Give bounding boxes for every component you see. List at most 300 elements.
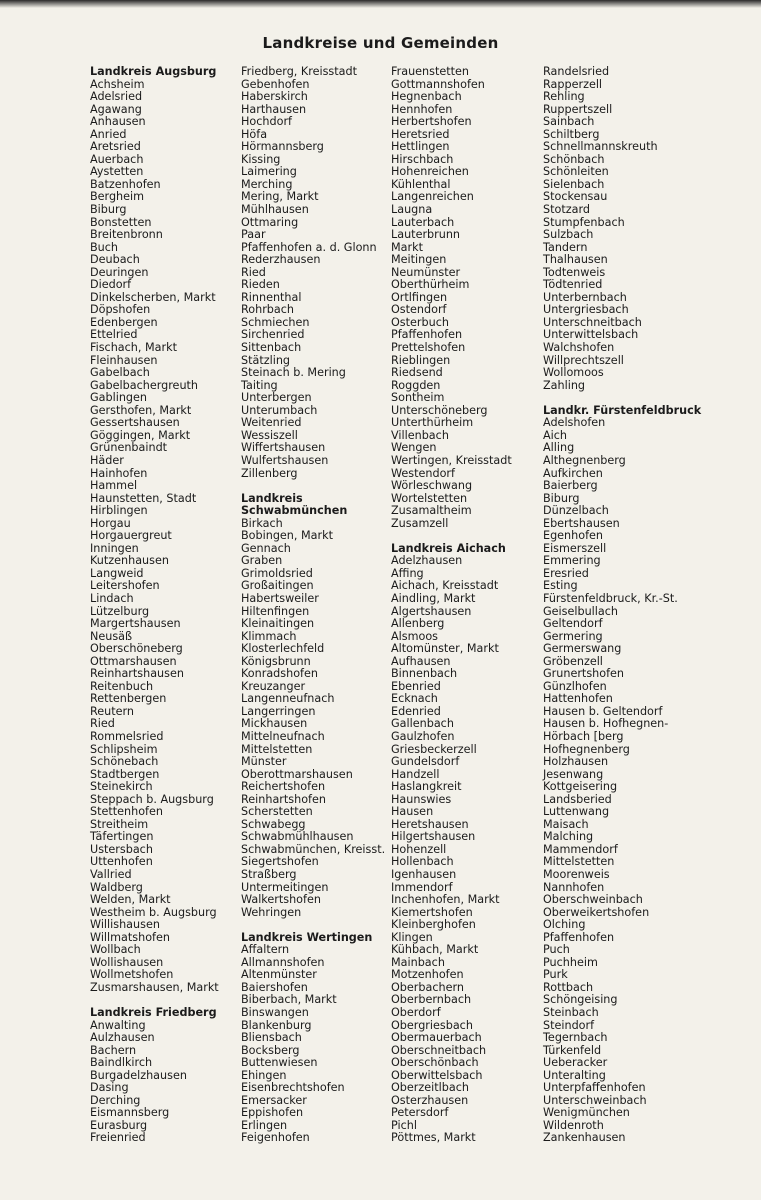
column-3 — [391, 66, 512, 1145]
place-name: Rottbach — [543, 980, 594, 994]
place-name: Sielenbach — [543, 177, 605, 191]
place-name: Rinnenthal — [241, 290, 302, 304]
place-name: Dinkelscherben, Markt — [90, 290, 216, 304]
place-name: Pfaffenhofen — [543, 930, 615, 944]
place-name: Unterthürheim — [391, 416, 474, 430]
place-name: Lauterbach — [391, 215, 455, 229]
column-4 — [543, 66, 701, 1145]
place-name: Osterbuch — [391, 315, 449, 329]
place-name: Unterwittelsbach — [543, 328, 639, 342]
place-name: Hettlingen — [391, 140, 450, 154]
place-name: Mickhausen — [241, 717, 308, 731]
place-name: Luttenwang — [543, 805, 610, 819]
place-name: Allmannshofen — [241, 955, 325, 969]
place-name: Zusamaltheim — [391, 504, 472, 518]
place-name: Biberbach, Markt — [241, 993, 337, 1007]
place-name: Ettelried — [90, 328, 138, 342]
place-name: Anried — [90, 127, 127, 141]
place-name: Harthausen — [241, 102, 307, 116]
place-name: Meitingen — [391, 253, 447, 267]
place-name: Schnellmannskreuth — [543, 140, 658, 154]
place-name: Maisach — [543, 817, 589, 831]
place-name: Ebertshausen — [543, 516, 620, 530]
place-name: Adelshofen — [543, 416, 606, 430]
place-name: Fischach, Markt — [90, 341, 177, 355]
place-name: Buch — [90, 240, 119, 254]
place-name: Langweid — [90, 566, 144, 580]
place-name: Rieden — [241, 278, 280, 292]
place-name: Gröbenzell — [543, 654, 603, 668]
district-heading: Landkreis Augsburg — [90, 65, 217, 78]
place-name: Stätzling — [241, 353, 291, 367]
place-name: Hausen b. Geltendorf — [543, 704, 663, 718]
place-name: Biburg — [543, 491, 580, 505]
place-name: Villenbach — [391, 428, 449, 442]
place-name: Pöttmes, Markt — [391, 1131, 476, 1145]
place-name: Pfaffenhofen — [391, 328, 463, 342]
place-name: Unterschneitbach — [543, 315, 642, 329]
place-name: Wollomoos — [543, 366, 604, 380]
place-name: Gottmannshofen — [391, 77, 485, 91]
place-name: Buttenwiesen — [241, 1056, 318, 1070]
place-name: Oberschöneberg — [90, 642, 183, 656]
place-name: Ueberacker — [543, 1056, 608, 1070]
place-name: Lindach — [90, 591, 134, 605]
place-name: Oberschweinbach — [543, 893, 643, 907]
place-name: Stockensau — [543, 190, 608, 204]
place-name: Fürstenfeldbruck, Kr.-St. — [543, 591, 678, 605]
place-name: Ostendorf — [391, 303, 447, 317]
place-name: Auerbach — [90, 152, 144, 166]
place-name: Zankenhausen — [543, 1131, 626, 1145]
place-name: Rieblingen — [391, 353, 451, 367]
place-name: Hausen b. Hofhegnen- — [543, 717, 669, 731]
place-name: Altenmünster — [241, 968, 317, 982]
place-name: Graben — [241, 554, 283, 568]
section-spacer — [391, 530, 512, 543]
place-name: Höfa — [241, 127, 268, 141]
place-name: Siegertshofen — [241, 855, 319, 869]
place-name: Binswangen — [241, 1006, 309, 1020]
place-name: Haunswies — [391, 792, 452, 806]
place-name: Kleinaitingen — [241, 617, 315, 631]
place-name: Aufkirchen — [543, 466, 603, 480]
place-name: Edenbergen — [90, 315, 158, 329]
place-name: Zillenberg — [241, 466, 298, 480]
place-name: Klingen — [391, 930, 433, 944]
place-name: Oberbernbach — [391, 993, 472, 1007]
place-name: Ottmaring — [241, 215, 299, 229]
place-name: Reichertshofen — [241, 780, 326, 794]
place-name: Birkach — [241, 516, 283, 530]
place-name: Unterschöneberg — [391, 403, 488, 417]
place-name: Häder — [90, 453, 124, 467]
place-name: Steinbach — [543, 1006, 599, 1020]
place-name: Ottmarshausen — [90, 654, 177, 668]
place-name: Heretsried — [391, 127, 450, 141]
place-name: Edenried — [391, 704, 441, 718]
place-name: Obermauerbach — [391, 1031, 482, 1045]
place-name: Allenberg — [391, 617, 445, 631]
place-name: Konradshofen — [241, 667, 318, 681]
place-name: Eismerszell — [543, 541, 607, 555]
place-name: Königsbrunn — [241, 654, 311, 668]
section-spacer — [241, 480, 385, 493]
place-name: Gabelbach — [90, 366, 150, 380]
place-name: Margertshausen — [90, 617, 181, 631]
place-name: Schwabmühlhausen — [241, 830, 354, 844]
place-name: Gennach — [241, 541, 291, 555]
place-name: Stumpfenbach — [543, 215, 625, 229]
place-name: Blankenburg — [241, 1018, 312, 1032]
place-name: Puch — [543, 943, 570, 957]
place-name: Aich — [543, 428, 568, 442]
place-name: Haunstetten, Stadt — [90, 491, 197, 505]
place-name: Mittelstetten — [543, 855, 615, 869]
place-name: Hegnenbach — [391, 90, 462, 104]
place-name: Inningen — [90, 541, 139, 555]
place-name: Reinhartshausen — [90, 667, 184, 681]
place-name: Ebenried — [391, 679, 441, 693]
place-name: Ruppertszell — [543, 102, 613, 116]
place-name: Kleinberghofen — [391, 918, 476, 932]
place-name: Feigenhofen — [241, 1131, 310, 1145]
place-name: Tödtenried — [543, 278, 603, 292]
place-name: Aindling, Markt — [391, 591, 476, 605]
place-name: Grimoldsried — [241, 566, 313, 580]
place-name: Oberschönbach — [391, 1056, 479, 1070]
place-name: Bliensbach — [241, 1031, 302, 1045]
place-name: Hörbach [berg — [543, 729, 624, 743]
place-name: Wortelstetten — [391, 491, 468, 505]
place-name: Pfaffenhofen a. d. Glonn — [241, 240, 377, 254]
place-name: Unterbernbach — [543, 290, 627, 304]
place-name: Gersthofen, Markt — [90, 403, 192, 417]
place-name: Jesenwang — [543, 767, 604, 781]
place-name: Aichach, Kreisstadt — [391, 579, 499, 593]
place-name: Hiltenfingen — [241, 604, 310, 618]
place-name: Adelzhausen — [391, 554, 463, 568]
place-name: Wulfertshausen — [241, 453, 329, 467]
place-name: Gallenbach — [391, 717, 454, 731]
place-name: Schöngeising — [543, 993, 618, 1007]
place-name: Hilgertshausen — [391, 830, 476, 844]
place-name: Welden, Markt — [90, 893, 171, 907]
place-name: Bonstetten — [90, 215, 152, 229]
place-name: Westendorf — [391, 466, 455, 480]
place-name: Wertingen, Kreisstadt — [391, 453, 512, 467]
place-name: Kottgeisering — [543, 780, 618, 794]
place-name: Taiting — [241, 378, 278, 392]
place-name: Langenneufnach — [241, 692, 335, 706]
place-name: Reinhartshofen — [241, 792, 326, 806]
place-name: Bachern — [90, 1043, 137, 1057]
place-name: Anwalting — [90, 1018, 146, 1032]
place-name: Grünenbaindt — [90, 441, 168, 455]
place-name: Osterzhausen — [391, 1093, 469, 1107]
place-name: Anhausen — [90, 115, 146, 129]
place-name: Todtenweis — [543, 265, 606, 279]
place-name: Habertsweiler — [241, 591, 319, 605]
district-heading: Landkreis Aichach — [391, 541, 506, 555]
place-name: Merching — [241, 177, 293, 191]
place-name: Horgau — [90, 516, 131, 530]
place-name: Bocksberg — [241, 1043, 300, 1057]
place-name: Biburg — [90, 203, 127, 217]
place-name: Breitenbronn — [90, 228, 163, 242]
place-name: Rommelsried — [90, 729, 164, 743]
place-name: Rapperzell — [543, 77, 603, 91]
place-name: Hausen — [391, 805, 434, 819]
section-spacer — [241, 919, 385, 932]
place-name: Wiffertshausen — [241, 441, 326, 455]
place-name: Petersdorf — [391, 1106, 449, 1120]
place-name: Hainhofen — [90, 466, 148, 480]
page-top-edge — [0, 0, 761, 8]
place-name: Sirchenried — [241, 328, 305, 342]
place-name: Stadtbergen — [90, 767, 160, 781]
place-name: Steindorf — [543, 1018, 595, 1032]
place-name: Immendorf — [391, 880, 453, 894]
place-name: Tegernbach — [543, 1031, 608, 1045]
place-name: Gebenhofen — [241, 77, 310, 91]
place-name: Uttenhofen — [90, 855, 153, 869]
place-name: Kissing — [241, 152, 281, 166]
place-name: Gaulzhofen — [391, 729, 455, 743]
place-name: Haslangkreit — [391, 780, 462, 794]
place-name: Untermeitingen — [241, 880, 329, 894]
place-name: Schönbach — [543, 152, 605, 166]
place-name: Ried — [90, 717, 115, 731]
column-2 — [241, 66, 385, 1145]
place-name: Gessertshausen — [90, 416, 180, 430]
place-name: Westheim b. Augsburg — [90, 905, 217, 919]
place-name: Kreuzanger — [241, 679, 306, 693]
place-name: Algertshausen — [391, 604, 472, 618]
place-name: Weitenried — [241, 416, 302, 430]
place-name: Dünzelbach — [543, 504, 609, 518]
place-name: Steinekirch — [90, 780, 153, 794]
place-name: Prettelshofen — [391, 341, 466, 355]
place-name: Germerswang — [543, 642, 622, 656]
place-name: Schmiechen — [241, 315, 310, 329]
place-name: Neumünster — [391, 265, 461, 279]
place-name: Affing — [391, 566, 424, 580]
place-name: Deuringen — [90, 265, 149, 279]
place-name: Lauterbrunn — [391, 228, 461, 242]
place-name: Reitenbuch — [90, 679, 154, 693]
place-name: Unterumbach — [241, 403, 318, 417]
place-name: Wollishausen — [90, 955, 164, 969]
district-heading: Schwabmünchen — [241, 504, 348, 518]
place-name: Täfertingen — [90, 830, 154, 844]
place-name: Gundelsdorf — [391, 755, 460, 769]
place-name: Leitershofen — [90, 579, 160, 593]
place-name: Frauenstetten — [391, 65, 469, 78]
place-name: Eppishofen — [241, 1106, 304, 1120]
place-name: Batzenhofen — [90, 177, 161, 191]
place-name: Steppach b. Augsburg — [90, 792, 214, 806]
place-name: Olching — [543, 918, 586, 932]
place-name: Oberottmarshausen — [241, 767, 353, 781]
place-name: Kiemertshofen — [391, 905, 473, 919]
place-name: Baiershofen — [241, 980, 308, 994]
page-title: Landkreise und Gemeinden — [262, 34, 499, 52]
place-name: Vallried — [90, 868, 132, 881]
place-name: Wörleschwang — [391, 479, 473, 493]
place-name: Hochdorf — [241, 115, 292, 129]
place-name: Walchshofen — [543, 341, 615, 355]
place-name: Puchheim — [543, 955, 598, 969]
place-name: Klosterlechfeld — [241, 642, 325, 656]
place-name: Geiselbullach — [543, 604, 618, 618]
place-name: Rohrbach — [241, 303, 295, 317]
place-name: Wessiszell — [241, 428, 298, 442]
place-name: Egenhofen — [543, 529, 603, 543]
place-name: Erlingen — [241, 1118, 288, 1132]
district-heading: Landkreis Friedberg — [90, 1006, 217, 1020]
place-name: Göggingen, Markt — [90, 428, 191, 442]
place-name: Döpshofen — [90, 303, 151, 317]
place-name: Wollmetshofen — [90, 968, 174, 982]
place-name: Freienried — [90, 1131, 146, 1145]
place-name: Mainbach — [391, 955, 445, 969]
place-name: Roggden — [391, 378, 441, 392]
place-name: Neusäß — [90, 629, 133, 643]
place-name: Binnenbach — [391, 667, 458, 681]
place-name: Stotzard — [543, 203, 590, 217]
place-name: Gabelbachergreuth — [90, 378, 199, 392]
place-name: Zusamzell — [391, 516, 449, 530]
place-name: Kühlenthal — [391, 177, 451, 191]
place-name: Nannhofen — [543, 880, 605, 894]
place-name: Bobingen, Markt — [241, 529, 333, 543]
place-name: Schönebach — [90, 755, 159, 769]
place-name: Oberzeitlbach — [391, 1081, 469, 1095]
place-name: Wenigmünchen — [543, 1106, 630, 1120]
place-name: Hohenreichen — [391, 165, 469, 179]
place-name: Zahling — [543, 378, 586, 392]
place-name: Deubach — [90, 253, 140, 267]
place-name: Aulzhausen — [90, 1031, 155, 1045]
place-name: Langerringen — [241, 704, 316, 718]
place-name: Lützelburg — [90, 604, 150, 618]
place-name: Paar — [241, 228, 266, 242]
place-name: Bergheim — [90, 190, 145, 204]
place-name: Ustersbach — [90, 842, 153, 856]
place-name: Grunertshofen — [543, 667, 624, 681]
place-name: Eismannsberg — [90, 1106, 170, 1120]
place-name: Althegnenberg — [543, 453, 626, 467]
place-name: Ortlfingen — [391, 290, 448, 304]
place-name: Holzhausen — [543, 755, 609, 769]
place-name: Inchenhofen, Markt — [391, 893, 500, 907]
place-name: Sontheim — [391, 391, 445, 405]
section-spacer — [543, 392, 701, 405]
place-name: Willprechtszell — [543, 353, 624, 367]
place-name: Affaltern — [241, 943, 290, 957]
place-name: Oberschneitbach — [391, 1043, 487, 1057]
place-name: Diedorf — [90, 278, 132, 292]
place-name: Mittelstetten — [241, 742, 313, 756]
place-name: Oberwittelsbach — [391, 1068, 483, 1082]
place-name: Eisenbrechtshofen — [241, 1081, 345, 1095]
place-name: Oberbachern — [391, 980, 464, 994]
place-name: Hirblingen — [90, 504, 148, 518]
place-name: Willmatshofen — [90, 930, 170, 944]
place-name: Gablingen — [90, 391, 148, 405]
place-name: Baierberg — [543, 479, 598, 493]
district-heading: Landkreis — [241, 491, 303, 505]
place-name: Wehringen — [241, 905, 302, 919]
place-name: Steinach b. Mering — [241, 366, 346, 380]
place-name: Willishausen — [90, 918, 160, 932]
place-name: Ecknach — [391, 692, 438, 706]
place-name: Streitheim — [90, 817, 149, 831]
place-name: Ehingen — [241, 1068, 287, 1082]
place-name: Untergriesbach — [543, 303, 629, 317]
place-name: Griesbeckerzell — [391, 742, 477, 756]
place-name: Hollenbach — [391, 855, 454, 869]
place-name: Kühbach, Markt — [391, 943, 479, 957]
place-name: Klimmach — [241, 629, 297, 643]
place-name: Großaitingen — [241, 579, 314, 593]
place-name: Wollbach — [90, 943, 141, 957]
place-name: Rettenbergen — [90, 692, 167, 706]
place-name: Sainbach — [543, 115, 595, 129]
place-name: Türkenfeld — [543, 1043, 602, 1057]
place-name: Markt — [391, 240, 423, 254]
place-name: Mittelneufnach — [241, 729, 325, 743]
place-name: Mering, Markt — [241, 190, 319, 204]
place-name: Motzenhofen — [391, 968, 464, 982]
place-name: Adelsried — [90, 90, 143, 104]
place-name: Ried — [241, 265, 266, 279]
place-name: Hennhofen — [391, 102, 453, 116]
place-name: Randelsried — [543, 65, 610, 78]
place-name: Mühlhausen — [241, 203, 309, 217]
column-1 — [90, 66, 219, 1145]
place-name: Pichl — [391, 1118, 417, 1132]
place-name: Alling — [543, 441, 575, 455]
place-name: Unteralting — [543, 1068, 606, 1082]
place-name: Altomünster, Markt — [391, 642, 499, 656]
place-name: Herbertshofen — [391, 115, 472, 129]
place-name: Achsheim — [90, 77, 145, 91]
place-name: Schlipsheim — [90, 742, 158, 756]
district-heading: Landkr. Fürstenfeldbruck — [543, 403, 702, 417]
place-name: Unterbergen — [241, 391, 312, 405]
place-name: Germering — [543, 629, 603, 643]
place-name: Schönleiten — [543, 165, 609, 179]
place-name: Emmering — [543, 554, 601, 568]
place-name: Hattenhofen — [543, 692, 613, 706]
place-name: Schwabegg — [241, 817, 306, 831]
place-name: Derching — [90, 1093, 141, 1107]
place-name: Reutern — [90, 704, 135, 718]
place-name: Haberskirch — [241, 90, 308, 104]
place-name: Stettenhofen — [90, 805, 163, 819]
place-name: Eurasburg — [90, 1118, 148, 1132]
place-name: Purk — [543, 968, 568, 982]
place-name: Aretsried — [90, 140, 141, 154]
place-name: Dasing — [90, 1081, 129, 1095]
place-name: Langenreichen — [391, 190, 474, 204]
place-name: Fleinhausen — [90, 353, 158, 367]
place-name: Waldberg — [90, 880, 143, 894]
place-name: Eresried — [543, 566, 589, 580]
place-name: Thalhausen — [543, 253, 608, 267]
